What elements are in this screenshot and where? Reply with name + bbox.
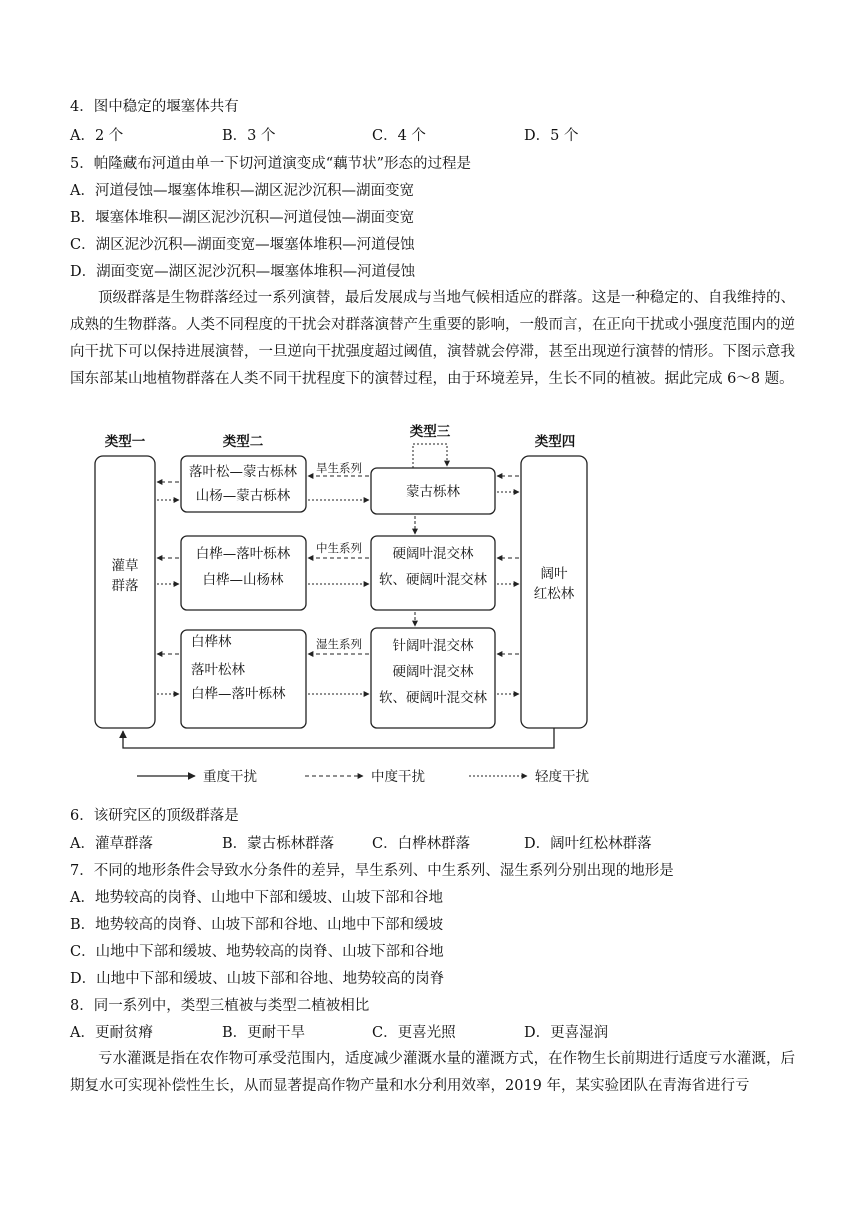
q7-option-d: D．山地中下部和缓坡、山坡下部和谷地、地势较高的岗脊 [70, 971, 445, 987]
succession-diagram [85, 418, 625, 793]
q5-option-a: A．河道侵蚀—堰塞体堆积—湖区泥沙沉积—湖面变宽 [70, 183, 414, 199]
type3-self-loop-arrow [413, 444, 447, 468]
wet-type3-line3: 软、硬阔叶混交林 [379, 690, 487, 706]
type-1-label: 类型一 [104, 434, 146, 450]
q4-option-a: A．2 个 [70, 128, 124, 144]
meso-type2-line1: 白桦—落叶栎林 [195, 546, 291, 562]
type-1-text-line2: 群落 [111, 578, 139, 594]
dry-type2-line1: 落叶松—蒙古栎林 [189, 464, 297, 480]
wet-series-label: 湿生系列 [316, 637, 362, 651]
q4-option-b: B．3 个 [222, 128, 276, 144]
q6-option-b: B．蒙古栎林群落 [222, 836, 335, 852]
type-4-text-line1: 阔叶 [540, 566, 568, 582]
q4-option-d: D．5 个 [524, 128, 579, 144]
passage-climax-community: 顶级群落是生物群落经过一系列演替，最后发展成与当地气候相适应的群落。这是一种稳定的、自我维持的、成熟的生物群落。人类不同程度的干扰会对群落演替产生重要的影响，一般而言，在正向干扰或小强度范围内的逆向干扰下可以保持进展演替，一旦逆向干扰强度超过阈值，演替就会停滞，甚至出现逆行演替的情形。下图示意我国东部某山地植物群落在人类不同干扰程度下的演替过程，由于环境差异，生长不同的植被。据此完成 6～8 题。 [70, 290, 795, 387]
q6-option-c: C．白桦林群落 [372, 836, 471, 852]
q8-option-a: A．更耐贫瘠 [70, 1025, 153, 1041]
legend-severe-label: 重度干扰 [203, 769, 257, 785]
q8-option-d: D．更喜湿润 [524, 1025, 609, 1041]
question-7-stem: 7．不同的地形条件会导致水分条件的差异，旱生系列、中生系列、湿生系列分别出现的地形是 [70, 863, 674, 879]
wet-type3-line2: 硬阔叶混交林 [392, 664, 474, 680]
severe-disturbance-loop-arrow [123, 728, 554, 748]
meso-type3-line1: 硬阔叶混交林 [392, 546, 474, 562]
meso-series-label: 中生系列 [316, 541, 362, 555]
type-2-label: 类型二 [222, 434, 264, 450]
q7-option-c: C．山地中下部和缓坡、地势较高的岗脊、山坡下部和谷地 [70, 944, 444, 960]
type-1-text-line1: 灌草 [111, 558, 139, 574]
question-5-stem: 5．帕隆藏布河道由单一下切河道演变成“藕节状”形态的过程是 [70, 156, 472, 172]
q6-option-d: D．阔叶红松林群落 [524, 836, 652, 852]
q7-option-a: A．地势较高的岗脊、山地中下部和缓坡、山坡下部和谷地 [70, 890, 443, 906]
type-4-text-line2: 红松林 [533, 586, 575, 602]
dry-type2-line2: 山杨—蒙古栎林 [195, 488, 291, 504]
legend-light-label: 轻度干扰 [535, 769, 589, 785]
legend-moderate-label: 中度干扰 [371, 769, 425, 785]
wet-type3-line1: 针阔叶混交林 [392, 638, 474, 654]
question-8-stem: 8．同一系列中，类型三植被与类型二植被相比 [70, 998, 370, 1014]
wet-type2-line2: 落叶松林 [191, 662, 245, 678]
q7-option-b: B．地势较高的岗脊、山坡下部和谷地、山地中下部和缓坡 [70, 917, 444, 933]
type-3-label: 类型三 [409, 424, 451, 440]
dry-series-label: 旱生系列 [316, 461, 362, 475]
passage-deficit-irrigation: 亏水灌溉是指在农作物可承受范围内，适度减少灌溉水量的灌溉方式，在作物生长前期进行适度亏水灌溉，后期复水可实现补偿性生长，从而显著提高作物产量和水分利用效率，2019 年，某实验团队在青海省进行亏 [70, 1051, 795, 1094]
meso-type2-line2: 白桦—山杨林 [202, 572, 284, 588]
q5-option-c: C．湖区泥沙沉积—湖面变宽—堰塞体堆积—河道侵蚀 [70, 237, 415, 253]
type-4-label: 类型四 [534, 434, 576, 450]
q4-option-c: C．4 个 [372, 128, 426, 144]
wet-type2-line3: 白桦—落叶栎林 [191, 686, 286, 702]
question-4-stem: 4．图中稳定的堰塞体共有 [70, 99, 239, 115]
wet-type2-line1: 白桦林 [191, 634, 232, 650]
q8-option-c: C．更喜光照 [372, 1025, 456, 1041]
dry-type3-line1: 蒙古栎林 [406, 484, 460, 500]
question-6-stem: 6．该研究区的顶级群落是 [70, 808, 239, 824]
q6-option-a: A．灌草群落 [70, 836, 153, 852]
q5-option-b: B．堰塞体堆积—湖区泥沙沉积—河道侵蚀—湖面变宽 [70, 210, 415, 226]
q5-option-d: D．湖面变宽—湖区泥沙沉积—堰塞体堆积—河道侵蚀 [70, 264, 416, 280]
q8-option-b: B．更耐干旱 [222, 1025, 306, 1041]
meso-type3-line2: 软、硬阔叶混交林 [379, 572, 487, 588]
